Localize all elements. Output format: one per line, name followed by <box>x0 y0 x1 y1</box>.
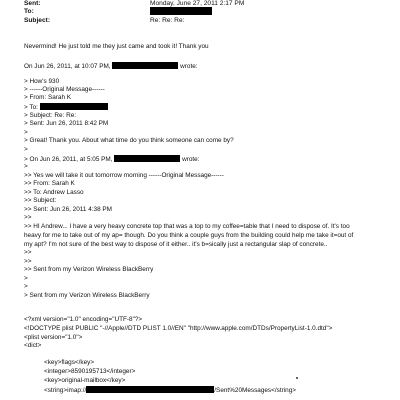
attribution-wrote: wrote: <box>182 156 200 163</box>
body-line: >> From: Sarah K <box>24 180 75 187</box>
body-line: >> <box>24 214 32 221</box>
to-label: To: <box>24 8 34 15</box>
sent-value: Monday, June 27, 2011 2:17 PM <box>150 0 245 7</box>
body-line: > Sent from my Verizon Wireless BlackBerry <box>24 292 150 299</box>
body-line: > <box>24 275 28 282</box>
xml-string-start: <string>imap:// <box>44 387 87 394</box>
body-line: > <box>24 283 28 290</box>
mailbox-redaction <box>86 386 214 393</box>
quote-to-line <box>24 103 108 112</box>
xml-string-end: /Sent%20Messages</string> <box>214 387 296 394</box>
body-line: >> Yes we will take it out tomorrow morning ------Original Message------ <box>24 172 224 179</box>
xml-line: <key>flags</key> <box>44 359 95 366</box>
xml-line: <!DOCTYPE plist PUBLIC "-//Apple//DTD PLIST 1.0//EN" "http://www.apple.com/DTDs/PropertyList-1.0.dtd"> <box>24 325 333 332</box>
to-text: > To: <box>24 104 38 111</box>
body-line: >> Sent: Jun 26, 2011 4:38 PM <box>24 206 112 213</box>
body-line: > Great! Thank you. About what time do you think someone can come by? <box>24 137 234 144</box>
xml-line <box>44 386 296 395</box>
body-line: my apt? I'm not sure of the best way to dispose of it either.. it's b=sically just a rectangular slap of concrete.. <box>24 241 328 248</box>
body-line: >> To: Andrew Lasso <box>24 189 84 196</box>
attribution-text: On Jun 26, 2011, at 10:07 PM, <box>24 63 111 70</box>
subject-label: Subject: <box>24 17 51 24</box>
body-line: >> <box>24 258 32 265</box>
body-line: > From: Sarah K <box>24 94 72 101</box>
body-line: > <box>24 146 28 153</box>
body-line: > <box>24 163 28 170</box>
attribution-wrote: wrote: <box>180 63 198 70</box>
body-line: >> Subject: <box>24 197 57 204</box>
body-line: > Sent: Jun 26, 2011 8:42 PM <box>24 120 109 127</box>
body-line: >> Sent from my Verizon Wireless BlackBerry <box>24 266 154 273</box>
sender-redaction <box>114 155 180 162</box>
xml-line: <plist version="1.0"> <box>24 334 83 341</box>
to-redaction <box>150 7 212 15</box>
body-line: heavy for me to take out of my ap= though. Do you think a couple guys from the building could help me take it=out of <box>24 232 354 239</box>
body-line: > How's 930 <box>24 78 60 85</box>
quote-attribution <box>24 62 198 71</box>
body-line: > Subject: Re: Re: <box>24 112 77 119</box>
xml-line: <dict> <box>24 342 42 349</box>
xml-line: <integer>8590195713</integer> <box>44 368 136 375</box>
recipient-redaction <box>40 103 108 110</box>
xml-line: <key>original-mailbox</key> <box>44 377 126 384</box>
body-line: > ------Original Message------ <box>24 86 105 93</box>
quote-attribution <box>24 155 200 164</box>
body-line: >> HI Andrew... I have a very heavy concrete top that was a top to my coffee=table that I need to dispose of. It's too <box>24 223 350 230</box>
xml-line: <?xml version="1.0" encoding="UTF-8"?> <box>24 316 143 323</box>
body-line: > <box>24 129 28 136</box>
sent-label: Sent: <box>24 0 41 7</box>
sender-redaction <box>112 62 178 69</box>
subject-value: Re: Re: Re: <box>150 17 185 24</box>
stray-mark <box>296 377 298 379</box>
body-line: Nevermind! He just told me they just came and took it! Thank you <box>24 43 209 50</box>
attribution-text: > On Jun 26, 2011, at 5:05 PM, <box>24 156 113 163</box>
body-line: >> <box>24 249 32 256</box>
